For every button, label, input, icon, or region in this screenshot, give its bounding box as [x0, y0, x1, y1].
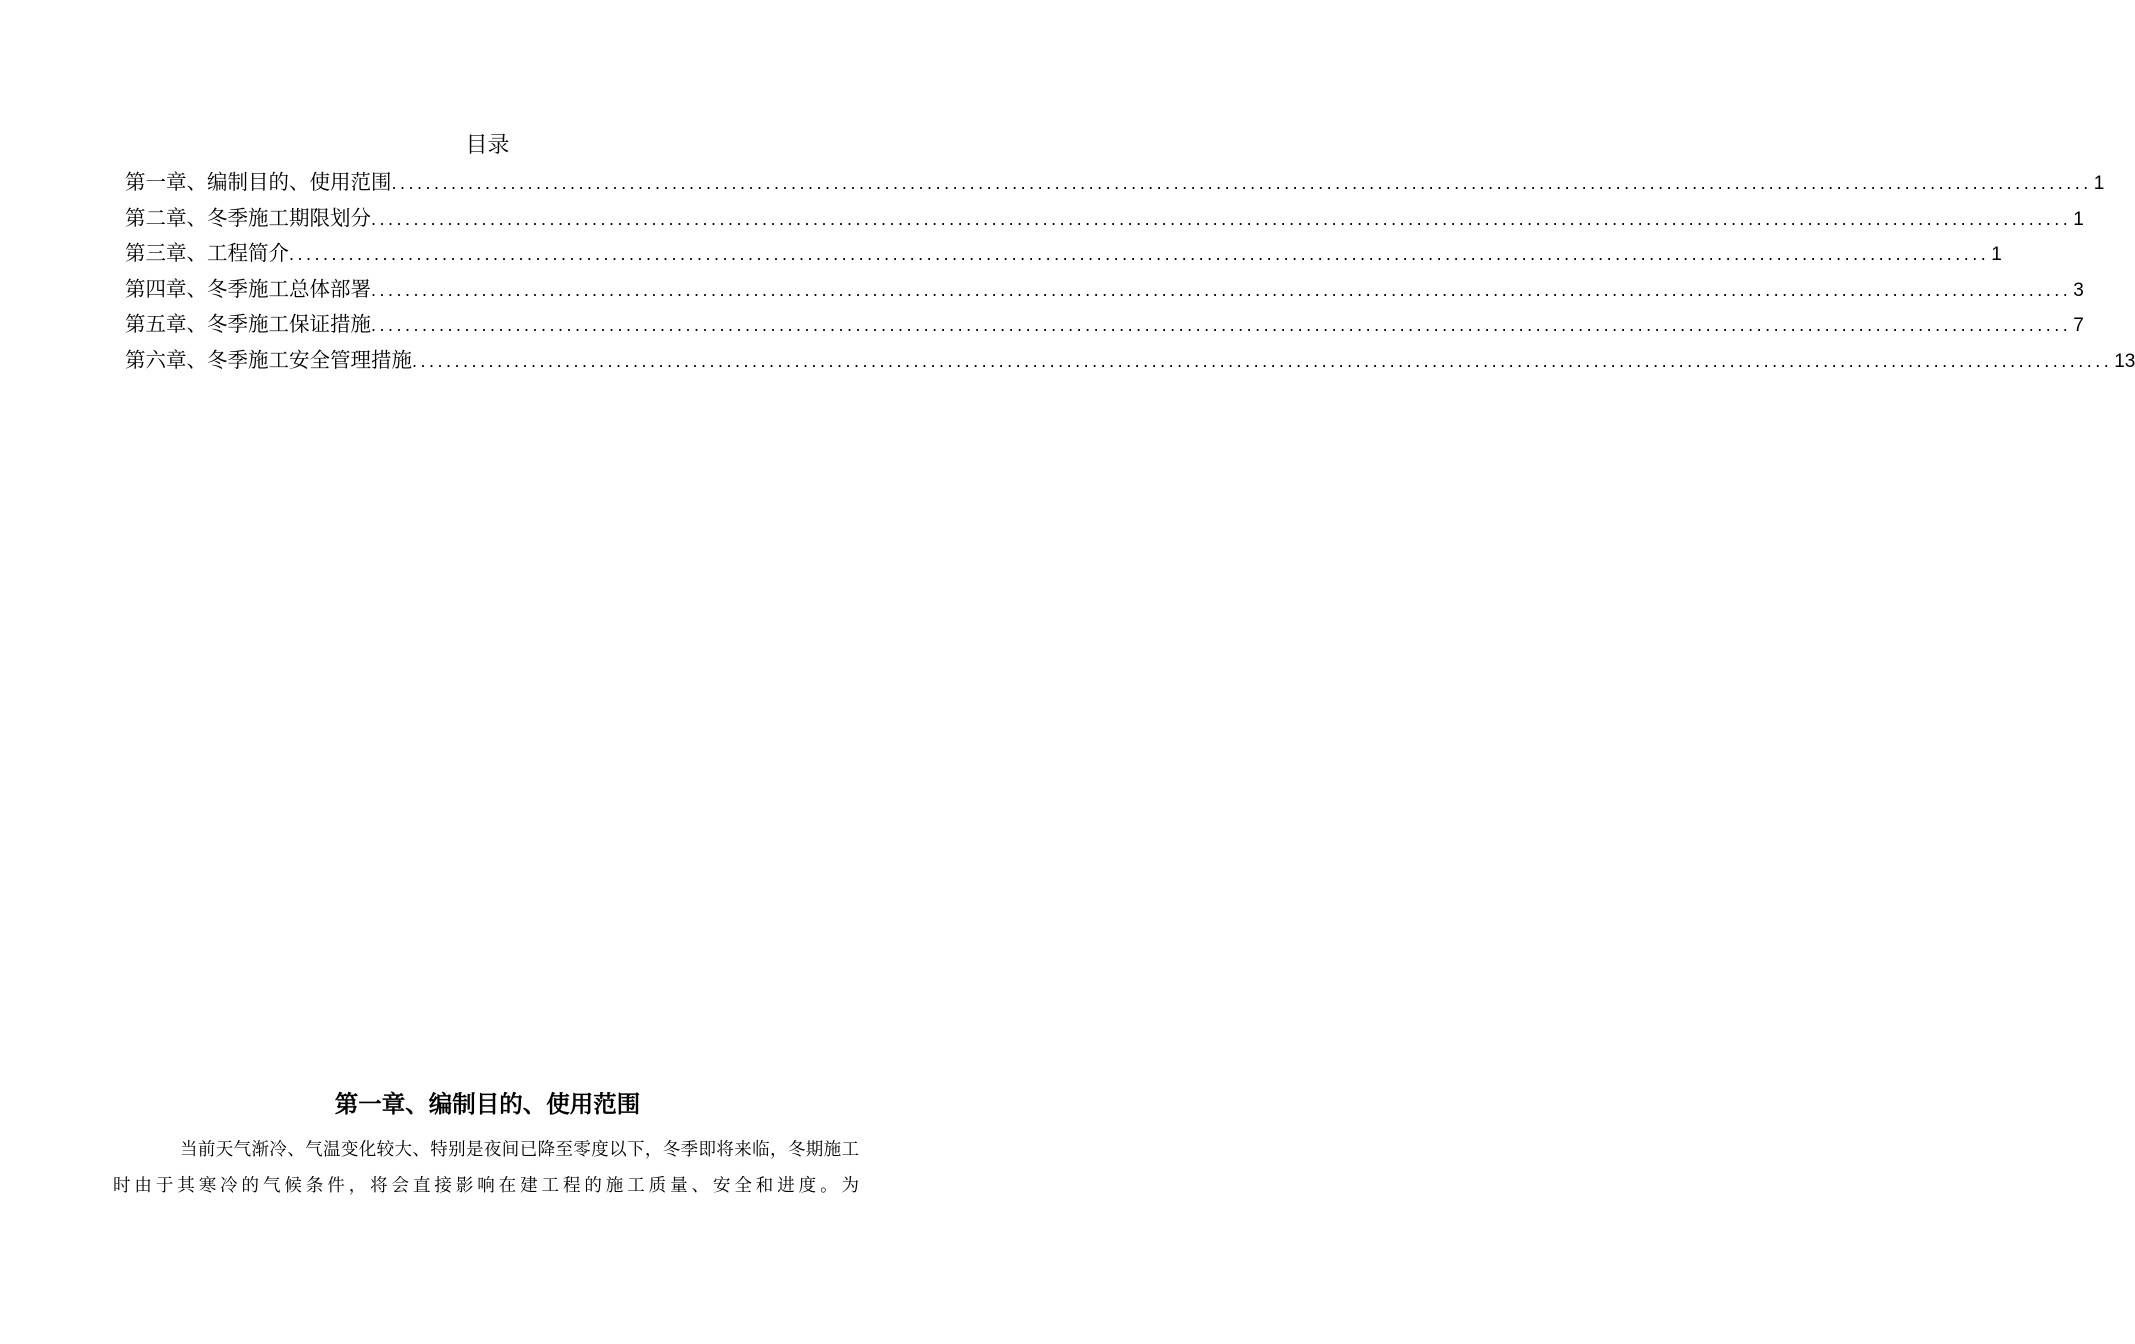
toc-entry-page: 3	[2073, 279, 2084, 301]
toc-entry[interactable]	[125, 168, 2105, 204]
toc-entry-page: 7	[2073, 315, 2084, 337]
toc-entry-label: 第二章、冬季施工期限划分	[125, 205, 371, 230]
toc-entry-label: 第一章、编制目的、使用范围	[125, 170, 392, 194]
toc-list	[125, 168, 2135, 382]
toc-dot-leader: ........................................................................................................................................................................................................	[371, 279, 2072, 300]
toc-dot-leader: ........................................................................................................................................................................................................	[412, 350, 2113, 371]
toc-entry[interactable]	[125, 239, 2002, 275]
toc-dot-leader: ........................................................................................................................................................................................................	[371, 315, 2072, 336]
toc-dot-leader: ........................................................................................................................................................................................................	[391, 173, 2092, 193]
toc-entry-label: 第四章、冬季施工总体部署	[125, 276, 371, 301]
toc-entry-page: 13	[2114, 350, 2135, 372]
body-paragraph: 当前天气渐冷、气温变化较大、特别是夜间已降至零度以下，冬季即将来临，冬期施工时由于其寒冷的气候条件，将会直接影响在建工程的施工质量、安全和进度。为	[113, 1140, 859, 1196]
toc-dot-leader: ........................................................................................................................................................................................................	[289, 244, 1990, 265]
toc-entry-label: 第三章、工程简介	[125, 241, 289, 266]
toc-title: 目录	[465, 133, 510, 158]
toc-entry[interactable]	[125, 310, 2084, 346]
toc-entry-page: 1	[2093, 173, 2105, 194]
toc-entry[interactable]	[125, 275, 2084, 311]
toc-dot-leader: ........................................................................................................................................................................................................	[371, 208, 2072, 229]
toc-entry-label: 第五章、冬季施工保证措施	[125, 312, 371, 337]
toc-entry-page: 1	[2073, 208, 2084, 230]
toc-entry-page: 1	[1991, 244, 2002, 266]
toc-entry[interactable]	[125, 346, 2135, 382]
chapter-heading: 第一章、编制目的、使用范围	[334, 1090, 641, 1118]
toc-entry-label: 第六章、冬季施工安全管理措施	[125, 347, 412, 372]
toc-entry[interactable]	[125, 204, 2084, 240]
